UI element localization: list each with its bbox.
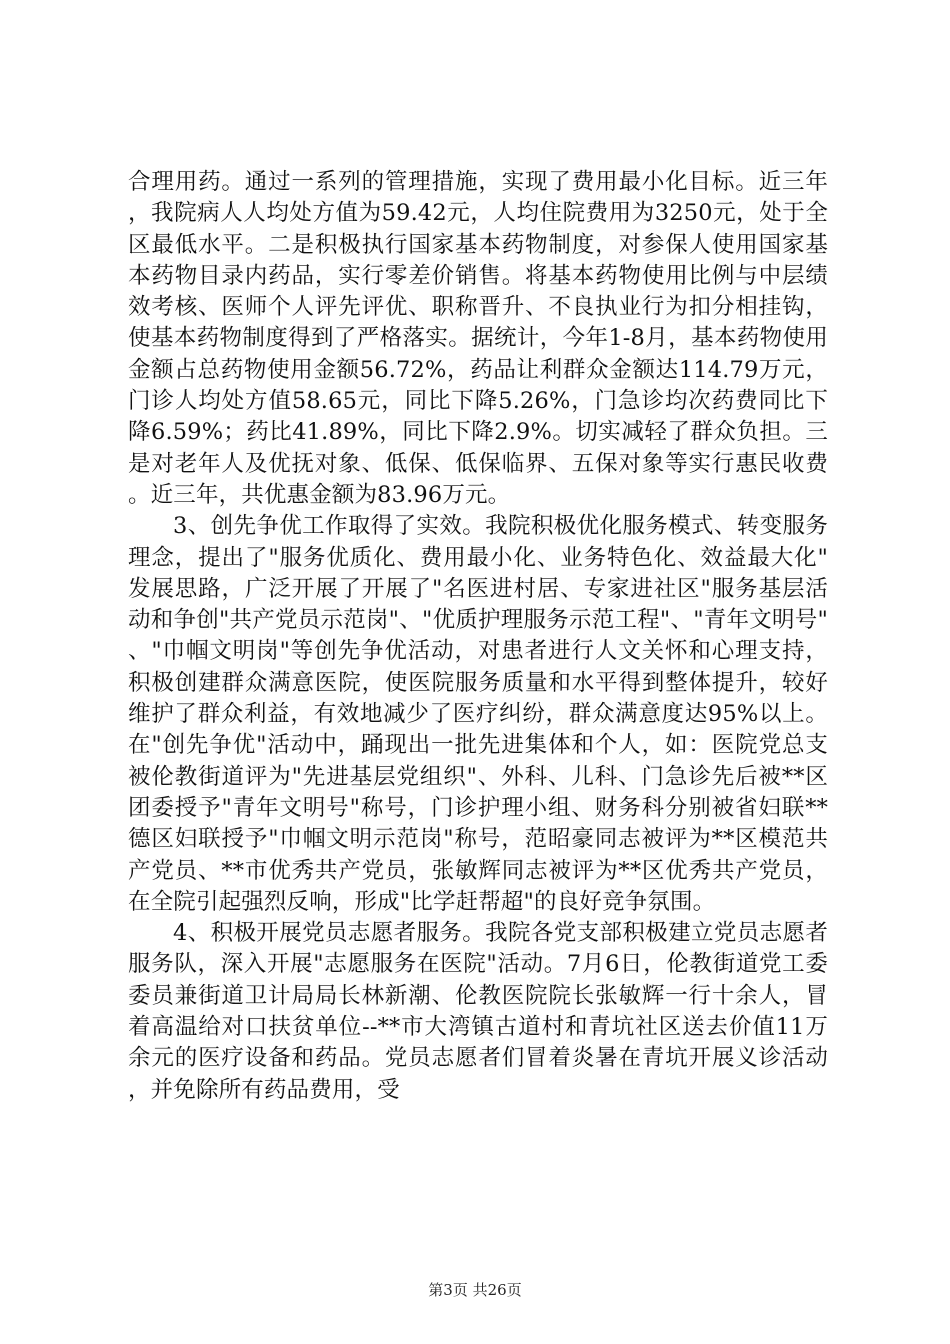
page-number-label: 第3页 共26页 — [428, 1281, 522, 1299]
paragraph-cost-control: 合理用药。通过一系列的管理措施，实现了费用最小化目标。近三年，我院病人人均处方值为59.42元，人均住院费用为3250元，处于全区最低水平。二是积极执行国家基本药物制度，对参保人使用国家基本药物目录内药品，实行零差价销售。将基本药物使用比例与中层绩效考核、医师个人评先评优、职称晋升、不良执业行为扣分相挂钩，使基本药物制度得到了严格落实。据统计，今年1-8月，基本药物使用金额占总药物使用金额56.72%，药品让利群众金额达114.79万元，门诊人均处方值58.65元，同比下降5.26%，门急诊均次药费同比下降6.59%；药比41.89%，同比下降2.9%。切实减轻了群众负担。三是对老年人及优抚对象、低保、低保临界、五保对象等实行惠民收费。近三年，共优惠金额为83.96万元。 — [128, 169, 828, 508]
paragraph-volunteer-service: 4、积极开展党员志愿者服务。我院各党支部积极建立党员志愿者服务队，深入开展"志愿服务在医院"活动。7月6日，伦教街道党工委委员兼街道卫计局局长林新潮、伦教医院院长张敏辉一行十余人，冒着高温给对口扶贫单位--**市大湾镇古道村和青坑社区送去价值11万余元的医疗设备和药品。党员志愿者们冒着炎暑在青坑开展义诊活动，并免除所有药品费用，受 — [128, 920, 828, 1103]
paragraph-excellence-campaign: 3、创先争优工作取得了实效。我院积极优化服务模式、转变服务理念，提出了"服务优质化、费用最小化、业务特色化、效益最大化"发展思路，广泛开展了开展了"名医进村居、专家进社区"服务基层活动和争创"共产党员示范岗"、"优质护理服务示范工程"、"青年文明号"、"巾帼文明岗"等创先争优活动，对患者进行人文关怀和心理支持，积极创建群众满意医院，使医院服务质量和水平得到整体提升，较好维护了群众利益，有效地减少了医疗纠纷，群众满意度达95%以上。在"创先争优"活动中，踊现出一批先进集体和个人，如：医院党总支被伦教街道评为"先进基层党组织"、外科、儿科、门急诊先后被**区团委授予"青年文明号"称号，门诊护理小组、财务科分别被省妇联**德区妇联授予"巾帼文明示范岗"称号，范昭豪同志被评为**区模范共产党员、**市优秀共产党员，张敏辉同志被评为**区优秀共产党员，在全院引起强烈反响，形成"比学赶帮超"的良好竞争氛围。 — [128, 513, 828, 915]
document-body — [128, 167, 828, 1106]
page-footer — [0, 1280, 950, 1300]
